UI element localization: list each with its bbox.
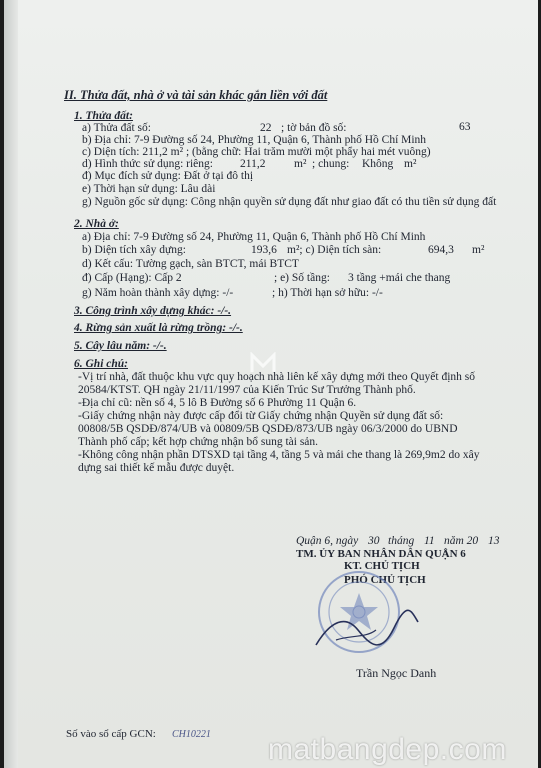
usage-form-unit: m² (294, 158, 307, 170)
registry-label: Số vào sổ cấp GCN: (66, 728, 156, 740)
perennial: 5. Cây lâu năm: -/-. (74, 340, 167, 352)
floors-value: 3 tầng +mái che thang (348, 272, 451, 284)
note-line: Thành phố cấp; kết hợp chứng nhận bổ sung tài sản. (78, 436, 319, 448)
certificate-page (4, 0, 538, 768)
note-line: -Giấy chứng nhận này được cấp đổi từ Giấy chứng nhận Quyền sử dụng đất số: (78, 410, 444, 422)
land-origin: g) Nguồn gốc sử dụng: Công nhận quyền sử dụng đất như giao đất có thu tiền sử dụng đất (82, 196, 497, 208)
issuing-authority: TM. ỦY BAN NHÂN DÂN QUẬN 6 (296, 548, 466, 560)
note-line: -Vị trí nhà, đất thuộc khu vực quy hoạch nhà liên kế xây dựng mới theo Quyết định số (78, 371, 476, 383)
parcel-label: a) Thửa đất số: (82, 122, 151, 134)
floors-label: ; e) Số tầng: (274, 272, 330, 284)
section-heading: II. Thửa đất, nhà ở và tài sản khác gắn liền với đất (64, 88, 328, 102)
note-line: 00808/5B QSDĐ/874/UB và 00809/5B QSDĐ/873/UB ngày 06/3/2000 do UBND (78, 423, 458, 435)
floor-area: 694,3 (428, 244, 454, 256)
usage-form-private: 211,2 (240, 158, 266, 170)
date-year-prefix: năm 20 (444, 535, 479, 547)
note-line: -Địa chỉ cũ: nền số 4, 5 lô B Đường số 6 Phường 11 Quận 6. (78, 397, 357, 409)
usage-form-shared-label: ; chung: (312, 158, 350, 170)
date-month: 11 (424, 535, 435, 547)
house-address: a) Địa chỉ: 7-9 Đường số 24, Phường 11, Quận 6, Thành phố Hồ Chí Minh (82, 231, 426, 243)
note-line: -Không công nhận phần DTSXD tại tầng 4, tầng 5 và mái che thang là 269,9m2 do xây (78, 449, 480, 461)
land-area: c) Diện tích: 211,2 m² ; (bằng chữ: Hai trăm mười một phẩy hai mét vuông) (82, 146, 431, 158)
date-year-suffix: 13 (488, 535, 500, 547)
handwritten-signature (306, 600, 426, 660)
usage-form-label: d) Hình thức sử dụng: riêng: (82, 158, 213, 170)
date-line-label: Quận 6, ngày (296, 535, 359, 547)
usage-form-shared-unit: m² (404, 158, 417, 170)
signer-name: Trần Ngọc Danh (356, 666, 437, 680)
forest: 4. Rừng sản xuất là rừng trồng: -/-. (74, 322, 243, 334)
house-title: 2. Nhà ở: (74, 218, 119, 230)
land-purpose: đ) Mục đích sử dụng: Đất ở tại đô thị (82, 170, 254, 182)
registry-value: CH10221 (172, 729, 211, 740)
map-label: ; tờ bản đồ số: (281, 122, 347, 134)
parcel-number: 22 (260, 122, 272, 134)
other-works: 3. Công trình xây dựng khác: -/-. (74, 305, 232, 317)
house-grade: đ) Cấp (Hạng): Cấp 2 (82, 272, 182, 284)
note-line: dựng sai thiết kế mẫu được duyệt. (78, 462, 235, 474)
built-area: 193,6 (251, 244, 277, 256)
notes-title: 6. Ghi chú: (74, 358, 128, 370)
map-number: 63 (459, 121, 471, 133)
land-title: 1. Thửa đất: (74, 110, 133, 122)
year-built: g) Năm hoàn thành xây dựng: -/- (82, 287, 234, 299)
signer-role: PHÓ CHỦ TỊCH (344, 574, 426, 586)
land-term: e) Thời hạn sử dụng: Lâu dài (82, 183, 216, 195)
date-month-label: tháng (388, 535, 415, 547)
note-line: 20584/KTST. QH ngày 21/11/1997 của Kiến Trúc Sư Trưởng Thành phố. (78, 384, 416, 396)
land-address: b) Địa chỉ: 7-9 Đường số 24, Phường 11, Quận 6, Thành phố Hồ Chí Minh (82, 134, 427, 146)
ownership-term: ; h) Thời hạn sở hữu: -/- (272, 287, 383, 299)
floor-area-unit: m² (472, 244, 485, 256)
house-structure: d) Kết cấu: Tường gạch, sàn BTCT, mái BTCT (82, 258, 299, 270)
built-area-label: b) Diện tích xây dựng: (82, 244, 186, 256)
date-day: 30 (368, 535, 380, 547)
usage-form-shared: Không (362, 158, 394, 170)
acting-title: KT. CHỦ TỊCH (344, 560, 420, 572)
watermark-text: matbangdep.com (268, 733, 507, 766)
built-area-unit: m²; c) Diện tích sàn: (287, 244, 382, 256)
watermark-logo-icon (249, 352, 277, 374)
